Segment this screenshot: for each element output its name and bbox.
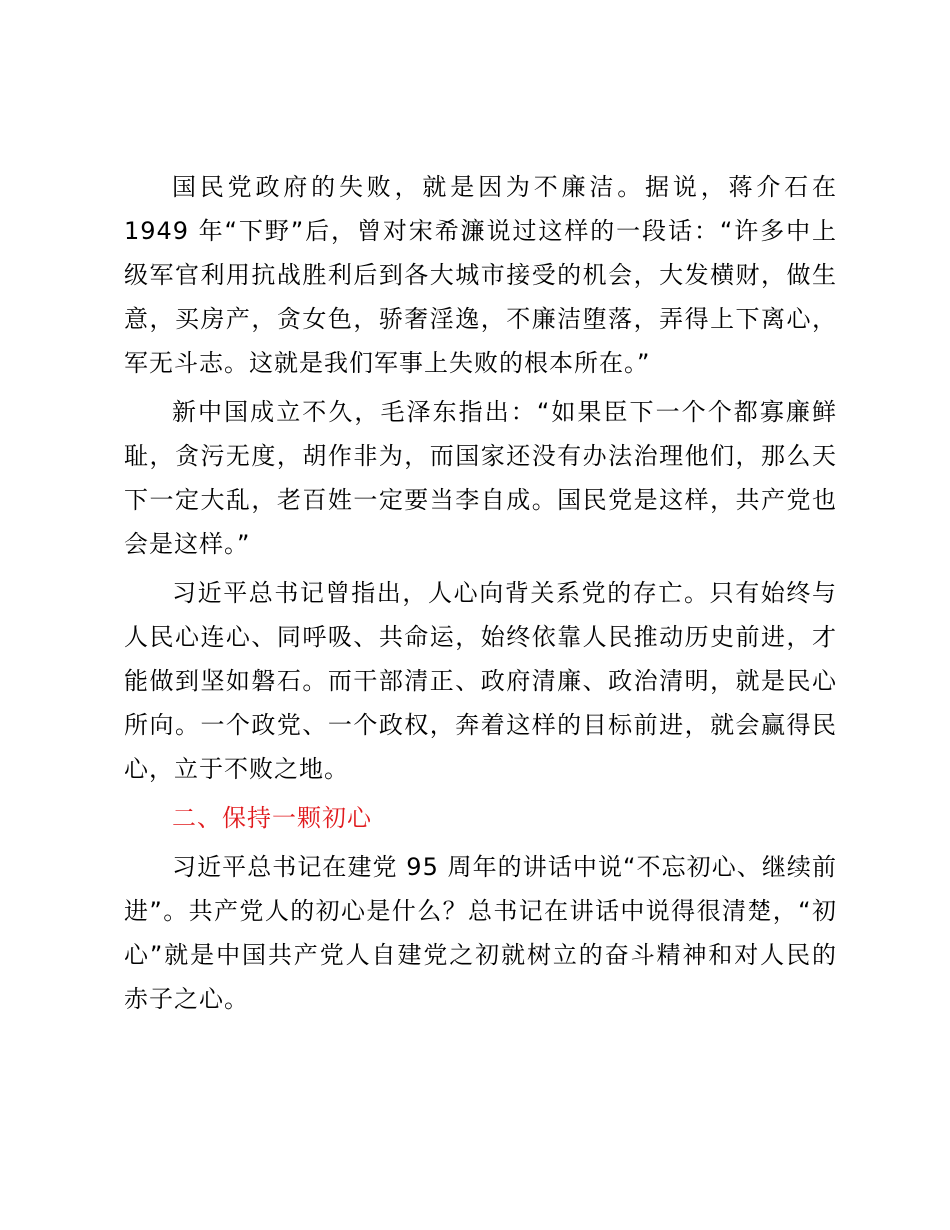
paragraph-kmt-failure: 国民党政府的失败，就是因为不廉洁。据说，蒋介石在1949 年“下野”后，曾对宋希濂说过这样的一段话：“许多中上级军官利用抗战胜利后到各大城市接受的机会，大发横财，做生意，买房产，贪女色，骄奢淫逸，不廉洁堕落，弄得上下离心，军无斗志。这就是我们军事上失败的根本所在。” — [124, 173, 837, 377]
paragraph-original-aspiration: 习近平总书记在建党 95 周年的讲话中说“不忘初心、继续前进”。共产党人的初心是什么？总书记在讲话中说得很清楚，“初心”就是中国共产党人自建党之初就树立的奋斗精神和对人民的赤子之心。 — [124, 853, 837, 1013]
paragraph-mao-quote: 新中国成立不久，毛泽东指出：“如果臣下一个个都寡廉鲜耻，贪污无度，胡作非为，而国家还没有办法治理他们，那么天下一定大乱，老百姓一定要当李自成。国民党是这样，共产党也会是这样。” — [124, 398, 837, 558]
section-heading: 二、保持一颗初心 — [172, 804, 372, 832]
document-page — [124, 165, 837, 1026]
paragraph-xi-public-support: 习近平总书记曾指出，人心向背关系党的存亡。只有始终与人民心连心、同呼吸、共命运，始终依靠人民推动历史前进，才能做到坚如磐石。而干部清正、政府清廉、政治清明，就是民心所向。一个政党、一个政权，奔着这样的目标前进，就会赢得民心，立于不败之地。 — [124, 579, 837, 783]
